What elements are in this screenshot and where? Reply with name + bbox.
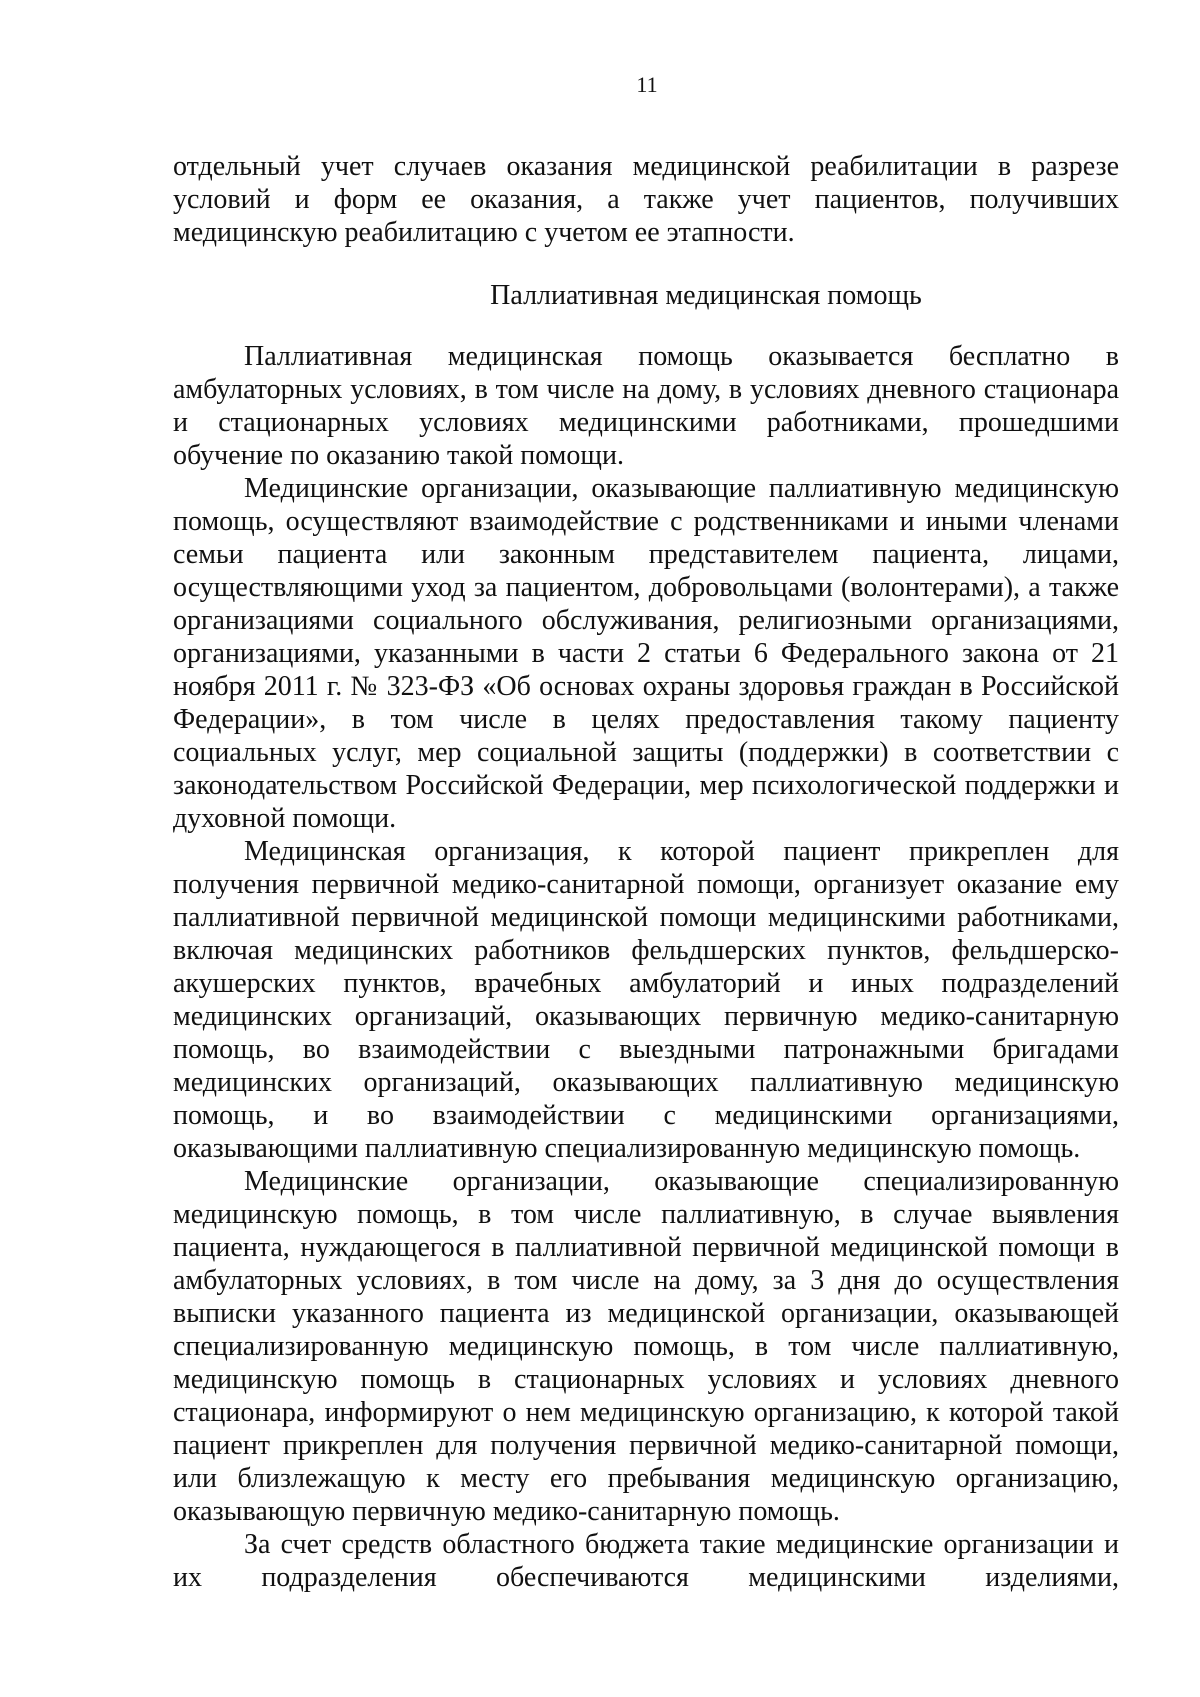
intro-paragraph: отдельный учет случаев оказания медицинской реабилитации в разрезе условий и форм ее оказания, а также учет пациентов, получивших медицинскую реабилитацию с учетом ее этапности.	[173, 151, 1119, 248]
page-number: 11	[636, 72, 658, 97]
paragraph-3: Медицинская организация, к которой пациент прикреплен для получения первичной медико-санитарной помощи, организует оказание ему паллиативной первичной медицинской помощи медицинскими работниками, включая медицинских работников фельдшерских пунктов, фельдшерско-акушерских пунктов, врачебных амбулаторий и иных подразделений медицинских организаций, оказывающих первичную медико-санитарную помощь, во взаимодействии с выездными патронажными бригадами медицинских организаций, оказывающих паллиативную медицинскую помощь, и во взаимодействии с медицинскими организациями, оказывающими паллиативную специализированную медицинскую помощь.	[173, 836, 1119, 1164]
paragraph-1: Паллиативная медицинская помощь оказывается бесплатно в амбулаторных условиях, в том числе на дому, в условиях дневного стационара и стационарных условиях медицинскими работниками, прошедшими обучение по оказанию такой помощи.	[173, 341, 1119, 471]
paragraph-2: Медицинские организации, оказывающие паллиативную медицинскую помощь, осуществляют взаимодействие с родственниками и иными членами семьи пациента или законным представителем пациента, лицами, осуществляющими уход за пациентом, добровольцами (волонтерами), а также организациями социального обслуживания, религиозными организациями, организациями, указанными в части 2 статьи 6 Федерального закона от 21 ноября 2011 г. № 323-ФЗ «Об основах охраны здоровья граждан в Российской Федерации», в том числе в целях предоставления такому пациенту социальных услуг, мер социальной защиты (поддержки) в соответствии с законодательством Российской Федерации, мер психологической поддержки и духовной помощи.	[173, 473, 1119, 834]
section-heading: Паллиативная медицинская помощь	[490, 280, 922, 311]
paragraph-4: Медицинские организации, оказывающие специализированную медицинскую помощь, в том числе паллиативную, в случае выявления пациента, нуждающегося в паллиативной первичной медицинской помощи в амбулаторных условиях, в том числе на дому, за 3 дня до осуществления выписки указанного пациента из медицинской организации, оказывающей специализированную медицинскую помощь, в том числе паллиативную, медицинскую помощь в стационарных условиях и условиях дневного стационара, информируют о нем медицинскую организацию, к которой такой пациент прикреплен для получения первичной медико-санитарной помощи, или близлежащую к месту его пребывания медицинскую организацию, оказывающую первичную медико-санитарную помощь.	[173, 1166, 1119, 1527]
paragraph-5: За счет средств областного бюджета такие медицинские организации и их подразделения обеспечиваются медицинскими изделиями,	[173, 1529, 1119, 1593]
document-body	[173, 150, 1119, 1594]
